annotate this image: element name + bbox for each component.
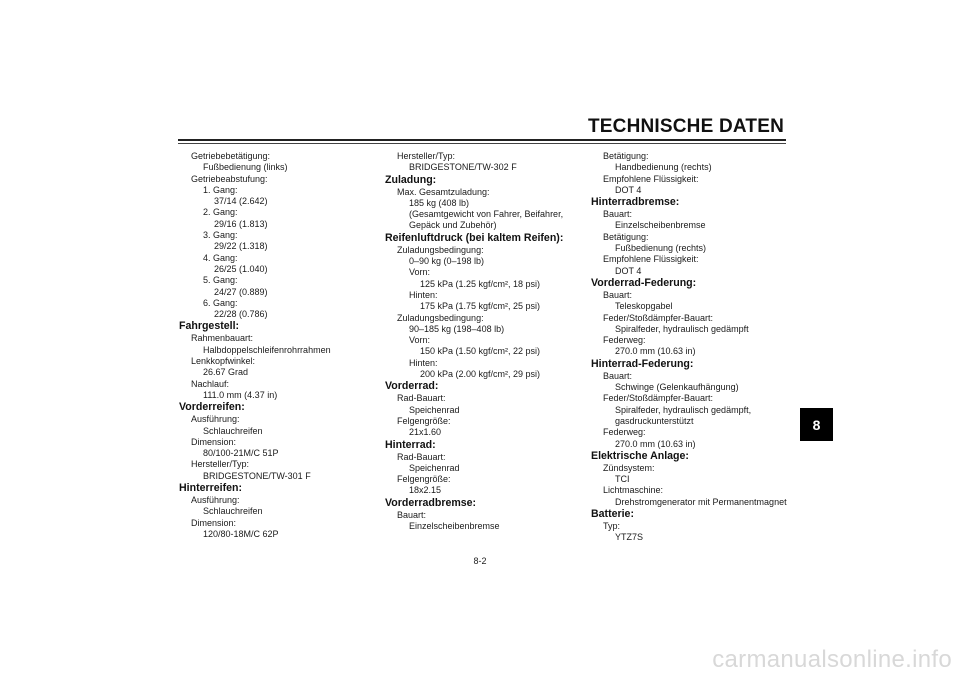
spec-line: Felgengröße: — [397, 415, 451, 426]
spec-line: Betätigung: — [603, 231, 649, 242]
spec-line: Rad-Bauart: — [397, 451, 446, 462]
spec-line: Ausführung: — [191, 495, 240, 506]
spec-line: Feder/Stoßdämpfer-Bauart: — [603, 393, 714, 404]
spec-line: 6. Gang: — [203, 297, 238, 308]
spec-line: Zündsystem: — [603, 462, 655, 473]
section-heading: Reifenluftdruck (bei kaltem Reifen): — [385, 231, 564, 244]
spec-line: Speichenrad — [409, 462, 460, 473]
spec-line: (Gesamtgewicht von Fahrer, Beifahrer, — [409, 209, 564, 220]
spec-line: Getriebebetätigung: — [191, 151, 271, 161]
spec-line: 37/14 (2.642) — [214, 196, 268, 207]
spec-line: 3. Gang: — [203, 230, 238, 241]
spec-line: 29/16 (1.813) — [214, 218, 268, 229]
spec-line: 111.0 mm (4.37 in) — [203, 389, 278, 400]
spec-line: Einzelscheibenbremse — [615, 220, 706, 231]
spec-line: Lichtmaschine: — [603, 485, 664, 496]
spec-line: Dimension: — [191, 517, 237, 528]
section-heading: Hinterradbremse: — [591, 196, 680, 209]
spec-line: Bauart: — [603, 209, 633, 220]
section-heading: Fahrgestell: — [179, 320, 240, 333]
spec-line: Typ: — [603, 521, 621, 532]
section-heading: Batterie: — [591, 508, 634, 521]
spec-line: Felgengröße: — [397, 474, 451, 485]
spec-line: 80/100-21M/C 51P — [203, 448, 279, 459]
spec-line: Einzelscheibenbremse — [409, 521, 500, 532]
spec-line: Gepäck und Zubehör) — [409, 220, 497, 231]
header-rule — [178, 139, 786, 141]
spec-line: 175 kPa (1.75 kgf/cm², 25 psi) — [420, 301, 541, 312]
spec-line: 2. Gang: — [203, 207, 238, 218]
spec-line: Getriebeabstufung: — [191, 173, 268, 184]
spec-line: Federweg: — [603, 427, 646, 438]
spec-line: BRIDGESTONE/TW-302 F — [409, 162, 517, 173]
spec-line: Hersteller/Typ: — [397, 151, 456, 161]
spec-line: gasdruckunterstützt — [615, 415, 694, 426]
spec-line: Spiralfeder, hydraulisch gedämpft — [615, 323, 749, 334]
spec-line: Handbedienung (rechts) — [615, 162, 712, 173]
spec-line: Hersteller/Typ: — [191, 459, 250, 470]
spec-line: Schlauchreifen — [203, 425, 263, 436]
spec-line: Rahmenbauart: — [191, 333, 254, 344]
spec-line: 185 kg (408 lb) — [409, 197, 470, 208]
spec-line: Empfohlene Flüssigkeit: — [603, 173, 699, 184]
spec-line: DOT 4 — [615, 265, 642, 276]
spec-line: Empfohlene Flüssigkeit: — [603, 254, 699, 265]
spec-line: 24/27 (0.889) — [214, 286, 268, 297]
spec-line: 4. Gang: — [203, 252, 238, 263]
spec-line: Hinten: — [409, 289, 438, 300]
chapter-tab: 8 — [800, 408, 833, 441]
spec-line: Schlauchreifen — [203, 506, 263, 517]
header-rule-thin — [178, 143, 786, 144]
spec-line: Bauart: — [603, 370, 633, 381]
spec-line: Vorn: — [409, 267, 431, 278]
page-number: 8-2 — [473, 556, 487, 566]
spec-line: BRIDGESTONE/TW-301 F — [203, 470, 311, 481]
spec-line: Rad-Bauart: — [397, 393, 446, 404]
spec-line: Lenkkopfwinkel: — [191, 356, 256, 367]
section-heading: Vorderradbremse: — [385, 496, 477, 509]
spec-column-1 — [179, 151, 369, 540]
spec-line: 125 kPa (1.25 kgf/cm², 18 psi) — [420, 278, 541, 289]
spec-line: Zuladungsbedingung: — [397, 312, 484, 323]
spec-line: Fußbedienung (rechts) — [615, 243, 707, 254]
page-title: TECHNISCHE DATEN — [587, 116, 784, 137]
spec-line: 0–90 kg (0–198 lb) — [409, 256, 485, 267]
spec-line: Federweg: — [603, 335, 646, 346]
spec-line: 1. Gang: — [203, 184, 238, 195]
spec-line: Bauart: — [397, 509, 427, 520]
spec-line: 200 kPa (2.00 kgf/cm², 29 psi) — [420, 369, 541, 380]
spec-line: Fußbedienung (links) — [203, 162, 288, 173]
spec-line: Zuladungsbedingung: — [397, 244, 484, 255]
watermark: carmanualsonline.info — [712, 646, 952, 673]
spec-line: Vorn: — [409, 335, 431, 346]
spec-line: Nachlauf: — [191, 378, 230, 389]
spec-line: 26/25 (1.040) — [214, 263, 268, 274]
spec-line: Dimension: — [191, 436, 237, 447]
section-heading: Elektrische Anlage: — [591, 449, 689, 462]
spec-line: 22/28 (0.786) — [214, 309, 268, 320]
spec-line: Ausführung: — [191, 414, 240, 425]
spec-line: 120/80-18M/C 62P — [203, 528, 279, 539]
spec-line: Schwinge (Gelenkaufhängung) — [615, 382, 739, 393]
spec-column-3 — [591, 151, 791, 544]
spec-line: 21x1.60 — [409, 427, 442, 438]
section-heading: Hinterrad: — [385, 438, 436, 451]
spec-line: Betätigung: — [603, 151, 649, 161]
section-heading: Hinterrad-Federung: — [591, 357, 694, 370]
section-heading: Vorderrad: — [385, 380, 439, 393]
section-heading: Vorderrad-Federung: — [591, 276, 697, 289]
section-heading: Hinterreifen: — [179, 482, 242, 495]
section-heading: Vorderreifen: — [179, 401, 245, 414]
section-heading: Zuladung: — [385, 173, 437, 186]
spec-line: Halbdoppelschleifenrohrrahmen — [203, 344, 331, 355]
spec-line: 270.0 mm (10.63 in) — [615, 438, 696, 449]
spec-line: 18x2.15 — [409, 485, 442, 496]
spec-line: TCI — [615, 474, 630, 485]
spec-line: Hinten: — [409, 357, 438, 368]
spec-line: 5. Gang: — [203, 275, 238, 286]
spec-line: Feder/Stoßdämpfer-Bauart: — [603, 312, 714, 323]
spec-line: YTZ7S — [615, 532, 644, 543]
spec-line: 150 kPa (1.50 kgf/cm², 22 psi) — [420, 346, 541, 357]
spec-line: Max. Gesamtzuladung: — [397, 186, 490, 197]
spec-line: 90–185 kg (198–408 lb) — [409, 323, 505, 334]
spec-line: 26.67 Grad — [203, 367, 249, 378]
spec-line: 29/22 (1.318) — [214, 241, 268, 252]
spec-column-2 — [385, 151, 575, 532]
spec-line: 270.0 mm (10.63 in) — [615, 346, 696, 357]
spec-line: DOT 4 — [615, 184, 642, 195]
spec-line: Speichenrad — [409, 404, 460, 415]
spec-line: Teleskopgabel — [615, 301, 673, 312]
spec-line: Spiralfeder, hydraulisch gedämpft, — [615, 404, 752, 415]
spec-line: Drehstromgenerator mit Permanentmagnet — [615, 496, 787, 507]
spec-line: Bauart: — [603, 289, 633, 300]
